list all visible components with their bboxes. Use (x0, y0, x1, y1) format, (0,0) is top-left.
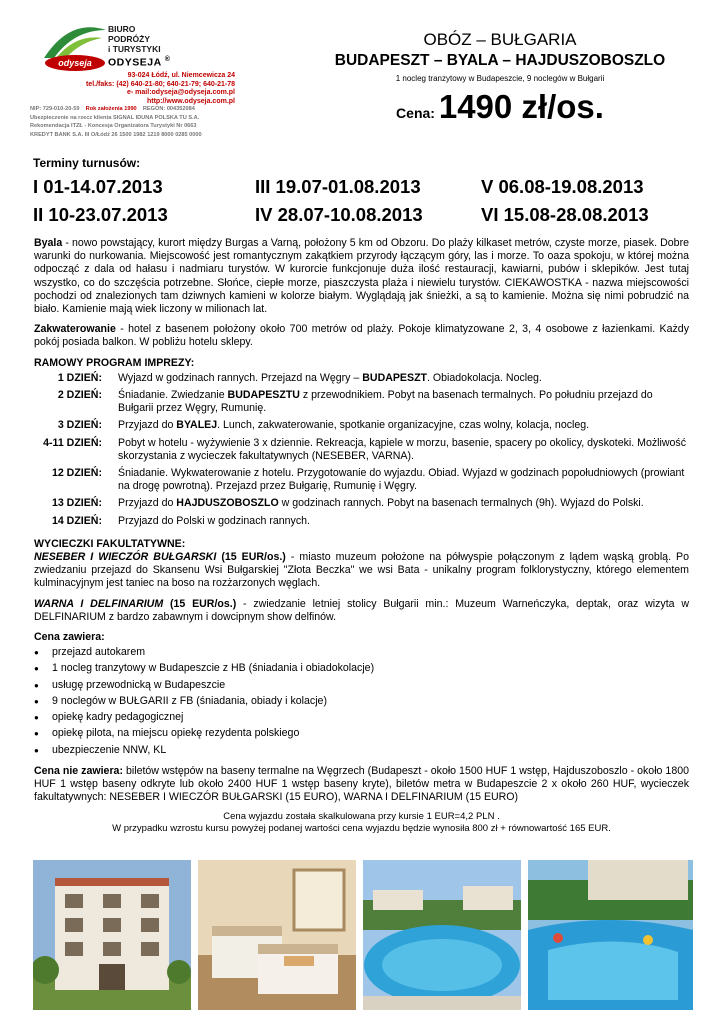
agency-nip: NIP: 729-010-20-59 (30, 106, 80, 112)
program-text-end: . Lunch, zakwaterowanie, spotkanie organizacyjne, czas wolny, kolacja, nocleg. (217, 419, 590, 432)
program-place: BUDAPESZT (362, 371, 428, 384)
pool-photo (363, 860, 521, 1010)
agency-line-1: BIURO (108, 24, 136, 34)
offer-price (300, 88, 700, 126)
offer-nights: 1 nocleg tranzytowy w Budapeszcie, 9 noclegów w Bułgarii (395, 74, 605, 83)
agency-bank: KREDYT BANK S.A. III O/Łódź 26 1500 1982 1219 8000 0285 0000 (30, 131, 202, 138)
photo-strip (33, 860, 693, 1010)
accommodation-text: - hotel z basenem położony około 700 metrów od plaży. Pokoje klimatyzowane 2, 3, 4 osobowe z łazienkami. Każdy pokój posiada balkon. W pobliżu hotelu sklepy. (34, 323, 689, 349)
agency-email-line (30, 89, 235, 98)
term-3: III 19.07-01.08.2013 (255, 176, 421, 197)
excursion-name: NESEBER I WIECZÓR BUŁGARSKI (34, 551, 217, 564)
program-day (34, 372, 689, 385)
program-day (34, 419, 689, 432)
program-text: Śniadanie. Wykwaterowanie z hotelu. Przygotowanie do wyjazdu. Obiad. Wyjazd w godzinach popołudniowych (prowiant na drogę powrotną). Przejazd przez Bułgarię, Rumunię i Węgry. (118, 467, 685, 493)
excludes-label: Cena nie zawiera: (34, 764, 123, 777)
exchange-note-line-2: W przypadku wzrostu kursu powyżej podanej wartości cena wyjazdu będzie wynosiła 800 zł + równowartość 165 EUR. (112, 823, 611, 835)
accommodation-label: Zakwaterowanie (34, 323, 116, 336)
includes-item: ● 1 nocleg tranzytowy w Budapeszcie z HB (śniadania i obiadokolacje) (34, 662, 689, 675)
program-text: Pobyt w hotelu - wyżywienie 3 x dziennie. Rekreacja, kąpiele w morzu, basenie, spacery po okolicy, dyskoteki. Możliwość skorzystania z wycieczek fakultatywnych (NESEBER, VARNA). (118, 436, 686, 462)
program-day (34, 389, 689, 415)
program-place: BUDAPESZTU (227, 389, 300, 402)
agency-legal (30, 105, 260, 139)
program-day (34, 497, 689, 510)
term-1: I 01-14.07.2013 (33, 176, 163, 197)
hotel-room-photo (198, 860, 356, 1010)
agency-type (108, 24, 161, 54)
email-prefix: e- mail: (127, 89, 152, 97)
agency-recommendation: Rekomendacja ITZŁ - Koncesja Organizatora Turystyki Nr 0663 (30, 123, 197, 129)
exchange-note (34, 811, 689, 835)
byala-name: Byala (34, 237, 63, 249)
program-text: Przyjazd do (118, 497, 177, 510)
program-day-label: 13 DZIEŃ: (51, 497, 102, 510)
price-value: 1490 zł/os. (438, 88, 604, 125)
includes-item: ● przejazd autokarem (34, 646, 689, 659)
agency-email[interactable]: odyseja@odyseja.com.pl (151, 89, 235, 97)
terms-label: Terminy turnusów: (33, 156, 141, 170)
excursion-neseber (34, 551, 689, 591)
program-day (34, 515, 689, 528)
agency-regon: REGON: 004352084 (142, 106, 195, 112)
includes-item: ● opiekę pilota, na miejscu opiekę rezydenta polskiego (34, 727, 689, 740)
program-place: BYALEJ (176, 419, 218, 432)
program-title: RAMOWY PROGRAM IMPREZY: (34, 356, 195, 369)
excursions-title: WYCIECZKI FAKULTATYWNE: (34, 537, 186, 550)
excursion-price: (15 EUR/os.) (216, 551, 286, 564)
agency-name (108, 56, 170, 69)
program-text: Przyjazd do (118, 419, 177, 432)
term-2: II 10-23.07.2013 (33, 204, 168, 225)
agency-name-text: ODYSEJA (108, 56, 162, 69)
excludes (34, 765, 689, 805)
program-day-label: 3 DZIEŃ: (57, 419, 102, 432)
term-5: V 06.08-19.08.2013 (481, 176, 644, 197)
odyseja-logo (40, 24, 110, 72)
term-4: IV 28.07-10.08.2013 (255, 204, 423, 225)
offer-route: BUDAPESZT – BYALA – HAJDUSZOBOSZLO (334, 52, 666, 69)
program-text: Przyjazd do Polski w godzinach rannych. (118, 514, 310, 527)
exchange-note-line-1: Cena wyjazdu została skalkulowana przy kursie 1 EUR=4,2 PLN . (223, 811, 500, 823)
includes-item: ● 9 noclegów w BUŁGARII z FB (śniadania, obiady i kolacje) (34, 695, 689, 708)
byala-text: - nowo powstający, kurort między Burgas a Varną, położony 5 km od Obzoru. Do plaży kilkaset metrów, czyste morze, piasek. Dobre warunki do nurkowania. Miejscowość jest romantycznym zakątkiem przyrody łączącym góry, las i morze. To oaza spokoju, w której można odpocząć z dala od hałasu i nadmiaru turystów. W kurorcie funkcjonuje duża ilość restauracji, kawiarni, pubów i sklepików. Jest tutaj wszystko, co do szczęścia potrzebne. Słońce, ciepłe morze, piaszczysta plaża i niewielu turystów. CIEKAWOSTKA - nazwa miejscowości pochodzi od znalezionych tam dziwnych kamieni w kolorze białym. Wyglądają jak śnieżki, a są to kamienie. Można się nimi pobrudzić na biało. Kamienie mają wiek liczony w milionach lat. (34, 237, 689, 316)
excursion-text: - zwiedzanie letniej stolicy Bułgarii min.: Muzeum Warneńczyka, deptak, oraz wizyta w DELFINARIUM z bardzo zabawnym i dowcipnym show delfinów. (34, 597, 690, 623)
includes-item: ● opiekę kadry pedagogicznej (34, 711, 689, 724)
program-text-end: z przewodnikiem. Pobyt na basenach termalnych. Po południu przejazd do Bułgarii przez Węgry, Rumunię. (118, 389, 653, 415)
offer-body (34, 237, 689, 835)
includes-item: ● usługę przewodnicką w Budapeszcie (34, 679, 689, 692)
agency-website[interactable]: http://www.odyseja.com.pl (146, 97, 235, 105)
term-6: VI 15.08-28.08.2013 (481, 204, 649, 225)
excludes-text: biletów wstępów na baseny termalne na Węgrzech (Budapeszt - około 1500 HUF 1 wstęp, Hajduszoboszlo - około 1800 HUF 1 wstęp baseny odkryte lub około 2400 HUF 1 wstęp baseny kryte), biletów metra w Budapeszcie 2 x około 260 HUF, wycieczek fakultatywnych: NESEBER I WIECZÓR BUŁGARSKI (15 EURO), WARNA I DELFINARIUM (15 EURO) (34, 764, 689, 804)
program-text: Śniadanie. Zwiedzanie (118, 389, 228, 402)
includes-list (34, 646, 689, 756)
excursion-warna (34, 598, 689, 624)
program-text-end: . Obiadokolacja. Nocleg. (427, 371, 542, 384)
program-place: HAJDUSZOBOSZLO (176, 497, 279, 510)
accommodation (34, 323, 689, 349)
pool-area-photo (528, 860, 693, 1010)
program-day-label: 1 DZIEŃ: (57, 371, 102, 384)
excursion-name: WARNA I DELFINARIUM (34, 597, 164, 610)
agency-line-2: PODRÓŻY (108, 34, 151, 44)
agency-address: 93-024 Łódź, ul. Niemcewicza 24 (127, 72, 235, 79)
byala-description (34, 237, 689, 316)
agency-insurance: Ubezpieczenie na rzecz klienta SIGNAL IDUNA POLSKA TU S.A. (30, 114, 200, 121)
price-label: Cena: (396, 105, 435, 121)
program-text: Wyjazd w godzinach rannych. Przejazd na Węgry – (118, 371, 363, 384)
hotel-building-photo (33, 860, 191, 1010)
program-list (34, 372, 689, 528)
program-day (34, 437, 689, 463)
offer-title: OBÓZ – BUŁGARIA (423, 30, 577, 49)
agency-contact (30, 72, 235, 106)
program-day (34, 467, 689, 493)
registered-mark: ® (164, 56, 171, 63)
agency-line-3: i TURYSTYKI (108, 44, 161, 54)
program-day-label: 4-11 DZIEŃ: (43, 436, 102, 449)
excursion-text: - miasto muzeum położone na półwyspie połączonym z lądem wąską groblą. Po zwiedzaniu przejazd do Skansenu Wsi Bułgarskiej "Złota Beczka" we wsi Bata - unikalny program folklorystyczny, którego elementem kulminacyjnym jest taniec na boso na rozżarzonych węglach. (34, 551, 690, 590)
includes-title: Cena zawiera: (34, 631, 105, 644)
program-day-label: 12 DZIEŃ: (51, 467, 102, 480)
agency-phone: tel./faks: (42) 640-21-80; 640-21-79; 640-21-78 (85, 80, 235, 88)
logo-text: odyseja (58, 58, 92, 68)
excursion-price: (15 EUR/os.) (163, 597, 237, 610)
program-day-label: 2 DZIEŃ: (57, 389, 102, 402)
program-day-label: 14 DZIEŃ: (51, 514, 102, 527)
agency-founded: Rok założenia 1990 (85, 106, 137, 112)
includes-item: ● ubezpieczenie NNW, KL (34, 744, 689, 757)
program-text-end: w godzinach rannych. Pobyt na basenach termalnych (9h). Wyjazd do Polski. (278, 497, 644, 510)
